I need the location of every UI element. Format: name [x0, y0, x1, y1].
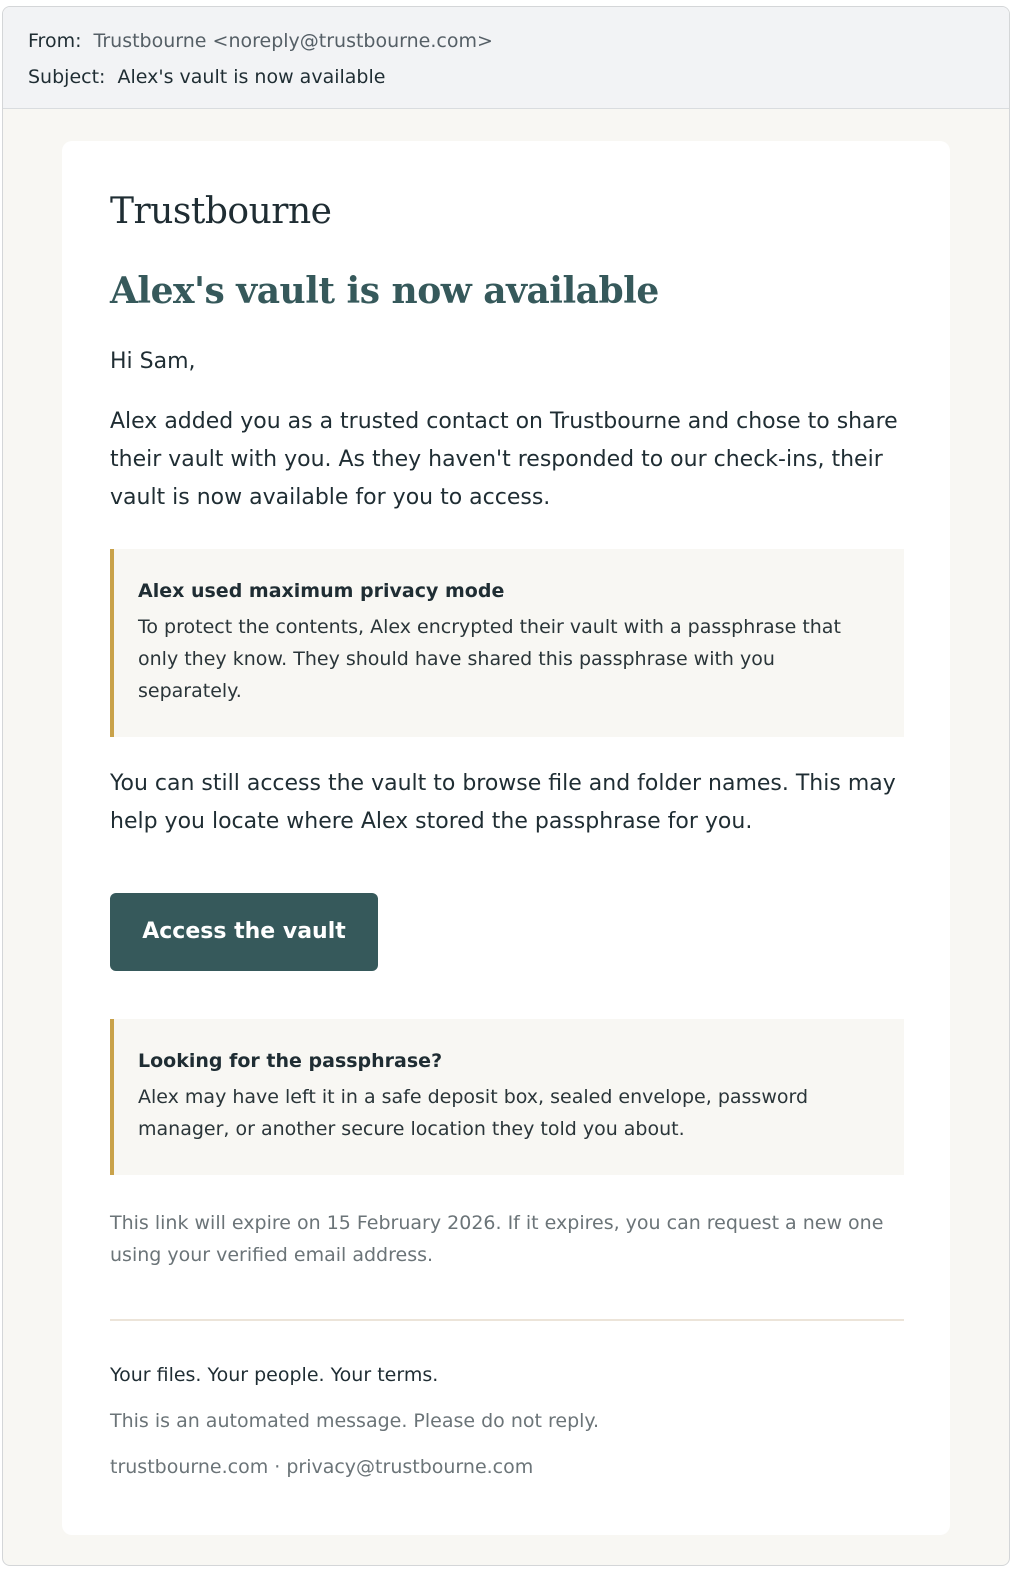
- subject-label: Subject:: [28, 66, 106, 88]
- privacy-callout: [110, 549, 904, 737]
- passphrase-callout-title: Looking for the passphrase?: [138, 1050, 443, 1072]
- expiry-note: This link will expire on 15 February 2026. If it expires, you can request a new one using your verified email address.: [110, 1212, 884, 1266]
- footer-links[interactable]: trustbourne.com · privacy@trustbourne.com: [110, 1456, 534, 1478]
- greeting: Hi Sam,: [110, 349, 196, 374]
- privacy-callout-body: To protect the contents, Alex encrypted their vault with a passphrase that only they know. They should have shared this passphrase with you separately.: [138, 616, 841, 702]
- tagline: Your files. Your people. Your terms.: [110, 1364, 439, 1386]
- access-vault-button[interactable]: Access the vault: [110, 893, 378, 971]
- browse-paragraph: You can still access the vault to browse file and folder names. This may help you locate where Alex stored the passphrase for you.: [110, 771, 896, 834]
- email-window: [2, 6, 1010, 1566]
- email-body-card: [62, 141, 950, 1535]
- privacy-callout-title: Alex used maximum privacy mode: [138, 580, 505, 602]
- passphrase-callout-body: Alex may have left it in a safe deposit box, sealed envelope, password manager, or another secure location they told you about.: [138, 1086, 809, 1140]
- email-header: [3, 7, 1009, 109]
- email-title: Alex's vault is now available: [110, 270, 659, 312]
- subject-row: [28, 63, 1009, 99]
- passphrase-callout: [110, 1019, 904, 1175]
- subject-value: Alex's vault is now available: [117, 66, 386, 88]
- automated-note: This is an automated message. Please do not reply.: [110, 1410, 599, 1432]
- from-row: [28, 27, 1009, 63]
- intro-paragraph: Alex added you as a trusted contact on Trustbourne and chose to share their vault with you. As they haven't responded to our check-ins, their vault is now available for you to access.: [110, 409, 898, 510]
- from-label: From:: [28, 30, 82, 52]
- footer-divider: [110, 1319, 904, 1321]
- from-value[interactable]: Trustbourne <noreply@trustbourne.com>: [93, 30, 493, 52]
- brand-logo: Trustbourne: [110, 191, 332, 232]
